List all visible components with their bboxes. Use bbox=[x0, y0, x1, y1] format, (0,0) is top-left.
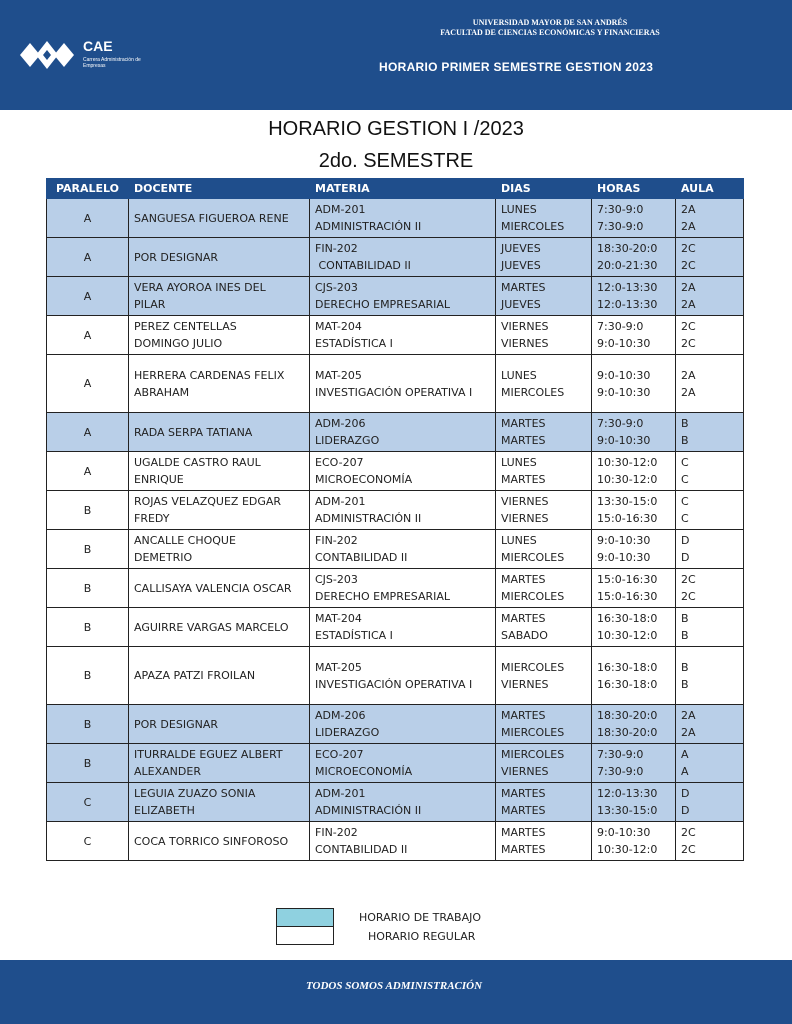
cell-materia bbox=[310, 783, 496, 822]
cell-horas bbox=[592, 452, 676, 491]
cell-aula bbox=[676, 569, 744, 608]
cell-line: JUEVES bbox=[501, 242, 541, 255]
cell-line: JUEVES bbox=[501, 259, 541, 272]
cell-line: 9:0-10:30 bbox=[597, 385, 651, 399]
cell-line: 2C bbox=[681, 826, 696, 839]
cell-line: ADM-206 bbox=[315, 417, 366, 430]
cell-line: FREDY bbox=[134, 512, 170, 525]
cell-line: LUNES bbox=[501, 203, 537, 216]
cell-line: 7:30-9:0 bbox=[597, 203, 644, 216]
cell-line: PILAR bbox=[134, 298, 166, 311]
cell-line: INVESTIGACIÓN OPERATIVA I bbox=[315, 385, 473, 399]
cell-line: 9:0-10:30 bbox=[597, 534, 651, 547]
cell-line: MAT-205 bbox=[315, 368, 362, 382]
cell-line: ITURRALDE EGUEZ ALBERT bbox=[134, 748, 283, 761]
cell-line: 7:30-9:0 bbox=[597, 220, 644, 233]
legend-swatch-regular bbox=[276, 926, 334, 945]
cell-line: 2C bbox=[681, 337, 696, 350]
cell-dias bbox=[496, 530, 592, 569]
cell-line: 10:30-12:0 bbox=[597, 843, 658, 856]
cell-line: MARTES bbox=[501, 573, 546, 586]
cell-line: LUNES bbox=[501, 456, 537, 469]
faculty-name: FACULTAD DE CIENCIAS ECONÓMICAS Y FINANCIERAS bbox=[440, 28, 660, 37]
cell-horas bbox=[592, 822, 676, 861]
column-header-horas: HORAS bbox=[592, 179, 676, 199]
cell-line: MARTES bbox=[501, 281, 546, 294]
cell-line: MARTES bbox=[501, 826, 546, 839]
cell-line: D bbox=[681, 804, 690, 817]
cell-line: VIERNES bbox=[501, 512, 549, 525]
cell-line: DEMETRIO bbox=[134, 551, 193, 564]
cell-line: SABADO bbox=[501, 629, 548, 642]
cell-aula bbox=[676, 783, 744, 822]
cell-materia bbox=[310, 238, 496, 277]
cell-horas bbox=[592, 199, 676, 238]
cell-materia bbox=[310, 569, 496, 608]
cell-aula bbox=[676, 705, 744, 744]
cell-line: MICROECONOMÍA bbox=[315, 473, 413, 486]
cell-aula bbox=[676, 647, 744, 705]
table-row bbox=[47, 705, 744, 744]
cell-line: D bbox=[681, 534, 690, 547]
cell-aula bbox=[676, 452, 744, 491]
table-row bbox=[47, 608, 744, 647]
cell-line: ESTADÍSTICA I bbox=[315, 629, 393, 642]
table-row bbox=[47, 569, 744, 608]
cell-line: 2C bbox=[681, 259, 696, 272]
cell-materia bbox=[310, 355, 496, 413]
cell-paralelo: B bbox=[47, 530, 129, 569]
table-row bbox=[47, 491, 744, 530]
cell-line: MIERCOLES bbox=[501, 590, 565, 603]
cell-horas bbox=[592, 355, 676, 413]
cell-line: C bbox=[681, 456, 689, 469]
cell-dias bbox=[496, 647, 592, 705]
cell-line: 2A bbox=[681, 368, 696, 382]
cell-line: 7:30-9:0 bbox=[597, 765, 644, 778]
cell-line: 7:30-9:0 bbox=[597, 748, 644, 761]
cell-line: ECO-207 bbox=[315, 456, 364, 469]
table-row bbox=[47, 413, 744, 452]
cell-line: D bbox=[681, 787, 690, 800]
table-row bbox=[47, 199, 744, 238]
table-row bbox=[47, 238, 744, 277]
cell-line: ELIZABETH bbox=[134, 804, 195, 817]
cell-line: 10:30-12:0 bbox=[597, 629, 658, 642]
cell-dias bbox=[496, 413, 592, 452]
cell-materia bbox=[310, 452, 496, 491]
cell-line: MAT-204 bbox=[315, 612, 362, 625]
table-row bbox=[47, 277, 744, 316]
cell-line: VIERNES bbox=[501, 765, 549, 778]
cell-line: 16:30-18:0 bbox=[597, 677, 658, 691]
cell-line: 2C bbox=[681, 320, 696, 333]
cell-line: 2A bbox=[681, 385, 696, 399]
university-name: UNIVERSIDAD MAYOR DE SAN ANDRÉS bbox=[472, 18, 628, 27]
cell-line: LIDERAZGO bbox=[315, 434, 380, 447]
cell-line: FIN-202 bbox=[315, 242, 358, 255]
table-header-row bbox=[47, 179, 744, 199]
cell-docente bbox=[129, 355, 310, 413]
cell-docente bbox=[129, 705, 310, 744]
cell-docente bbox=[129, 530, 310, 569]
cell-line: ADM-201 bbox=[315, 495, 366, 508]
cell-line: ADM-206 bbox=[315, 709, 366, 722]
cell-line: 9:0-10:30 bbox=[597, 826, 651, 839]
page-header bbox=[0, 0, 792, 110]
cell-line: CONTABILIDAD II bbox=[315, 551, 408, 564]
table-row bbox=[47, 744, 744, 783]
footer-slogan: TODOS SOMOS ADMINISTRACIÓN bbox=[306, 980, 483, 992]
cell-paralelo: A bbox=[47, 316, 129, 355]
cell-line: B bbox=[681, 629, 689, 642]
cell-aula bbox=[676, 238, 744, 277]
logo-text: CAE bbox=[83, 38, 113, 54]
cell-line: VIERNES bbox=[501, 337, 549, 350]
cell-dias bbox=[496, 316, 592, 355]
logo-subtitle: Carrera Administración de Empresas bbox=[83, 57, 141, 69]
cell-horas bbox=[592, 238, 676, 277]
cell-paralelo: C bbox=[47, 783, 129, 822]
cell-line: MARTES bbox=[501, 709, 546, 722]
cell-line: 2A bbox=[681, 726, 696, 739]
cell-docente bbox=[129, 452, 310, 491]
cell-line: ADM-201 bbox=[315, 203, 366, 216]
cell-materia bbox=[310, 705, 496, 744]
cell-aula bbox=[676, 355, 744, 413]
page-title: HORARIO GESTION I /2023 bbox=[268, 118, 524, 140]
cell-line: B bbox=[681, 612, 689, 625]
cell-line: 15:0-16:30 bbox=[597, 573, 658, 586]
cell-line: 9:0-10:30 bbox=[597, 368, 651, 382]
cell-dias bbox=[496, 238, 592, 277]
cell-dias bbox=[496, 277, 592, 316]
cell-aula bbox=[676, 277, 744, 316]
cae-logo-icon bbox=[16, 38, 78, 72]
cell-line: D bbox=[681, 551, 690, 564]
cell-line: MICROECONOMÍA bbox=[315, 765, 413, 778]
cell-paralelo: B bbox=[47, 491, 129, 530]
cell-line: A bbox=[681, 765, 689, 778]
cell-paralelo: A bbox=[47, 355, 129, 413]
cell-dias bbox=[496, 355, 592, 413]
cell-line: LEGUIA ZUAZO SONIA bbox=[134, 787, 256, 800]
cell-dias bbox=[496, 569, 592, 608]
cell-materia bbox=[310, 530, 496, 569]
cell-paralelo: B bbox=[47, 608, 129, 647]
cell-line: 2C bbox=[681, 242, 696, 255]
cell-aula bbox=[676, 413, 744, 452]
cell-materia bbox=[310, 316, 496, 355]
cell-line: HERRERA CARDENAS FELIX bbox=[134, 368, 285, 382]
column-header-docente: DOCENTE bbox=[129, 179, 310, 199]
cell-line: 2C bbox=[681, 590, 696, 603]
cell-aula bbox=[676, 199, 744, 238]
cell-line: ANCALLE CHOQUE bbox=[134, 534, 236, 547]
cell-line: MIERCOLES bbox=[501, 660, 565, 674]
cell-line: LIDERAZGO bbox=[315, 726, 380, 739]
cell-line: 2A bbox=[681, 298, 696, 311]
cell-docente bbox=[129, 569, 310, 608]
column-header-paralelo: PARALELO bbox=[47, 179, 129, 199]
cell-aula bbox=[676, 530, 744, 569]
cell-line: 13:30-15:0 bbox=[597, 804, 658, 817]
cell-line: MARTES bbox=[501, 434, 546, 447]
cell-line: 18:30-20:0 bbox=[597, 709, 658, 722]
cell-line: MARTES bbox=[501, 787, 546, 800]
cell-dias bbox=[496, 822, 592, 861]
cell-line: PEREZ CENTELLAS bbox=[134, 320, 237, 333]
cell-line: APAZA PATZI FROILAN bbox=[134, 669, 256, 682]
cell-line: MARTES bbox=[501, 473, 546, 486]
cell-line: MARTES bbox=[501, 612, 546, 625]
cell-horas bbox=[592, 413, 676, 452]
cell-line: VIERNES bbox=[501, 677, 549, 691]
cell-paralelo: A bbox=[47, 452, 129, 491]
cell-line: ADMINISTRACIÓN II bbox=[315, 512, 422, 525]
cell-dias bbox=[496, 199, 592, 238]
cell-docente bbox=[129, 783, 310, 822]
cell-line: 7:30-9:0 bbox=[597, 417, 644, 430]
cell-horas bbox=[592, 277, 676, 316]
cell-line: 12:0-13:30 bbox=[597, 298, 658, 311]
cell-line: COCA TORRICO SINFOROSO bbox=[134, 834, 289, 848]
cell-paralelo: A bbox=[47, 277, 129, 316]
column-header-dias: DIAS bbox=[496, 179, 592, 199]
institution-block bbox=[400, 18, 700, 38]
cell-materia bbox=[310, 199, 496, 238]
cell-line: 2A bbox=[681, 709, 696, 722]
cell-line: VIERNES bbox=[501, 320, 549, 333]
cell-line: C bbox=[681, 512, 689, 525]
cell-paralelo: A bbox=[47, 413, 129, 452]
cell-dias bbox=[496, 744, 592, 783]
cell-line: MAT-204 bbox=[315, 320, 362, 333]
cell-line: 18:30-20:0 bbox=[597, 242, 658, 255]
cell-docente bbox=[129, 316, 310, 355]
cell-paralelo: A bbox=[47, 238, 129, 277]
cell-line: 12:0-13:30 bbox=[597, 281, 658, 294]
cell-line: 16:30-18:0 bbox=[597, 612, 658, 625]
cell-line: MARTES bbox=[501, 804, 546, 817]
cell-dias bbox=[496, 491, 592, 530]
cell-materia bbox=[310, 413, 496, 452]
cell-line: FIN-202 bbox=[315, 826, 358, 839]
cell-line: LUNES bbox=[501, 534, 537, 547]
cell-line: 15:0-16:30 bbox=[597, 512, 658, 525]
cell-line: FIN-202 bbox=[315, 534, 358, 547]
column-header-materia: MATERIA bbox=[310, 179, 496, 199]
cell-line: UGALDE CASTRO RAUL bbox=[134, 456, 261, 469]
cell-horas bbox=[592, 491, 676, 530]
table-row bbox=[47, 530, 744, 569]
cell-horas bbox=[592, 569, 676, 608]
cell-materia bbox=[310, 608, 496, 647]
cell-line: POR DESIGNAR bbox=[134, 250, 218, 264]
cell-line: CONTABILIDAD II bbox=[315, 843, 408, 856]
column-header-aula: AULA bbox=[676, 179, 744, 199]
cell-line: 13:30-15:0 bbox=[597, 495, 658, 508]
cell-horas bbox=[592, 316, 676, 355]
cell-horas bbox=[592, 647, 676, 705]
cell-paralelo: C bbox=[47, 822, 129, 861]
table-row bbox=[47, 316, 744, 355]
cell-line: AGUIRRE VARGAS MARCELO bbox=[134, 620, 289, 634]
cell-dias bbox=[496, 608, 592, 647]
cell-materia bbox=[310, 744, 496, 783]
cell-horas bbox=[592, 783, 676, 822]
cell-horas bbox=[592, 744, 676, 783]
cell-line: 10:30-12:0 bbox=[597, 456, 658, 469]
cell-aula bbox=[676, 744, 744, 783]
cell-aula bbox=[676, 608, 744, 647]
cell-line: 7:30-9:0 bbox=[597, 320, 644, 333]
cell-line: SANGUESA FIGUEROA RENE bbox=[134, 211, 289, 225]
cell-line: ESTADÍSTICA I bbox=[315, 337, 393, 350]
cell-line: VIERNES bbox=[501, 495, 549, 508]
cell-line: MIERCOLES bbox=[501, 726, 565, 739]
cell-docente bbox=[129, 647, 310, 705]
table-row bbox=[47, 783, 744, 822]
cell-materia bbox=[310, 822, 496, 861]
page-subtitle: 2do. SEMESTRE bbox=[318, 150, 474, 172]
cell-line: MARTES bbox=[501, 843, 546, 856]
cell-line: 15:0-16:30 bbox=[597, 590, 658, 603]
cell-paralelo: B bbox=[47, 705, 129, 744]
cell-line: A bbox=[681, 748, 689, 761]
cell-paralelo: B bbox=[47, 647, 129, 705]
cell-line: B bbox=[681, 417, 689, 430]
cell-line: MIERCOLES bbox=[501, 385, 565, 399]
cell-line: MARTES bbox=[501, 417, 546, 430]
page-footer bbox=[0, 960, 792, 1024]
cell-line: 2C bbox=[681, 843, 696, 856]
cell-dias bbox=[496, 452, 592, 491]
legend-label-regular: HORARIO REGULAR bbox=[368, 930, 476, 943]
table-row bbox=[47, 452, 744, 491]
table-row bbox=[47, 647, 744, 705]
cell-line: 9:0-10:30 bbox=[597, 337, 651, 350]
cell-line: DERECHO EMPRESARIAL bbox=[315, 298, 451, 311]
cell-horas bbox=[592, 608, 676, 647]
cell-line: JUEVES bbox=[501, 298, 541, 311]
cell-line: LUNES bbox=[501, 368, 537, 382]
cell-line: INVESTIGACIÓN OPERATIVA I bbox=[315, 677, 473, 691]
cell-docente bbox=[129, 277, 310, 316]
cell-docente bbox=[129, 413, 310, 452]
cell-line: ROJAS VELAZQUEZ EDGAR bbox=[134, 495, 282, 508]
cell-aula bbox=[676, 822, 744, 861]
cell-line: ADMINISTRACIÓN II bbox=[315, 804, 422, 817]
cell-dias bbox=[496, 705, 592, 744]
cell-aula bbox=[676, 316, 744, 355]
cell-line: B bbox=[681, 660, 689, 674]
table-body bbox=[47, 199, 744, 861]
cell-dias bbox=[496, 783, 592, 822]
cell-line: 10:30-12:0 bbox=[597, 473, 658, 486]
cell-line: ALEXANDER bbox=[134, 765, 201, 778]
cell-line: 9:0-10:30 bbox=[597, 551, 651, 564]
cell-docente bbox=[129, 199, 310, 238]
cell-line: DOMINGO JULIO bbox=[134, 337, 223, 350]
legend-label-work: HORARIO DE TRABAJO bbox=[359, 911, 482, 924]
cell-line: C bbox=[681, 495, 689, 508]
table-row bbox=[47, 355, 744, 413]
cell-line: 2A bbox=[681, 203, 696, 216]
cell-line: RADA SERPA TATIANA bbox=[134, 425, 253, 439]
cell-horas bbox=[592, 530, 676, 569]
schedule-table bbox=[46, 178, 744, 861]
cell-docente bbox=[129, 238, 310, 277]
cell-line: 2A bbox=[681, 281, 696, 294]
cell-line: 2C bbox=[681, 573, 696, 586]
cell-docente bbox=[129, 491, 310, 530]
cell-line: MIERCOLES bbox=[501, 220, 565, 233]
cell-line: 20:0-21:30 bbox=[597, 259, 658, 272]
legend-swatch-work bbox=[276, 908, 334, 926]
cell-materia bbox=[310, 647, 496, 705]
cell-line: 9:0-10:30 bbox=[597, 434, 651, 447]
cell-line: ENRIQUE bbox=[134, 473, 184, 486]
cell-line: B bbox=[681, 677, 689, 691]
cell-line: 16:30-18:0 bbox=[597, 660, 658, 674]
cell-line: CONTABILIDAD II bbox=[315, 259, 411, 272]
header-schedule-title: HORARIO PRIMER SEMESTRE GESTION 2023 bbox=[379, 60, 654, 74]
cell-line: 2A bbox=[681, 220, 696, 233]
cell-materia bbox=[310, 491, 496, 530]
cell-line: ADM-201 bbox=[315, 787, 366, 800]
cell-paralelo: B bbox=[47, 569, 129, 608]
cell-line: 18:30-20:0 bbox=[597, 726, 658, 739]
cell-docente bbox=[129, 822, 310, 861]
cell-line: DERECHO EMPRESARIAL bbox=[315, 590, 451, 603]
cell-line: CJS-203 bbox=[315, 281, 358, 294]
cell-line: CALLISAYA VALENCIA OSCAR bbox=[134, 581, 292, 595]
cell-line: POR DESIGNAR bbox=[134, 717, 218, 731]
cell-paralelo: A bbox=[47, 199, 129, 238]
cell-horas bbox=[592, 705, 676, 744]
cell-docente bbox=[129, 608, 310, 647]
cell-aula bbox=[676, 491, 744, 530]
cell-line: 12:0-13:30 bbox=[597, 787, 658, 800]
cell-line: ADMINISTRACIÓN II bbox=[315, 220, 422, 233]
cell-line: ECO-207 bbox=[315, 748, 364, 761]
cell-line: VERA AYOROA INES DEL bbox=[134, 281, 266, 294]
cell-line: MAT-205 bbox=[315, 660, 362, 674]
cell-line: CJS-203 bbox=[315, 573, 358, 586]
cell-line: ABRAHAM bbox=[134, 385, 190, 399]
cell-line: MIERCOLES bbox=[501, 748, 565, 761]
cell-line: MIERCOLES bbox=[501, 551, 565, 564]
cell-materia bbox=[310, 277, 496, 316]
cell-line: C bbox=[681, 473, 689, 486]
cell-line: B bbox=[681, 434, 689, 447]
cell-docente bbox=[129, 744, 310, 783]
cell-paralelo: B bbox=[47, 744, 129, 783]
table-row bbox=[47, 822, 744, 861]
